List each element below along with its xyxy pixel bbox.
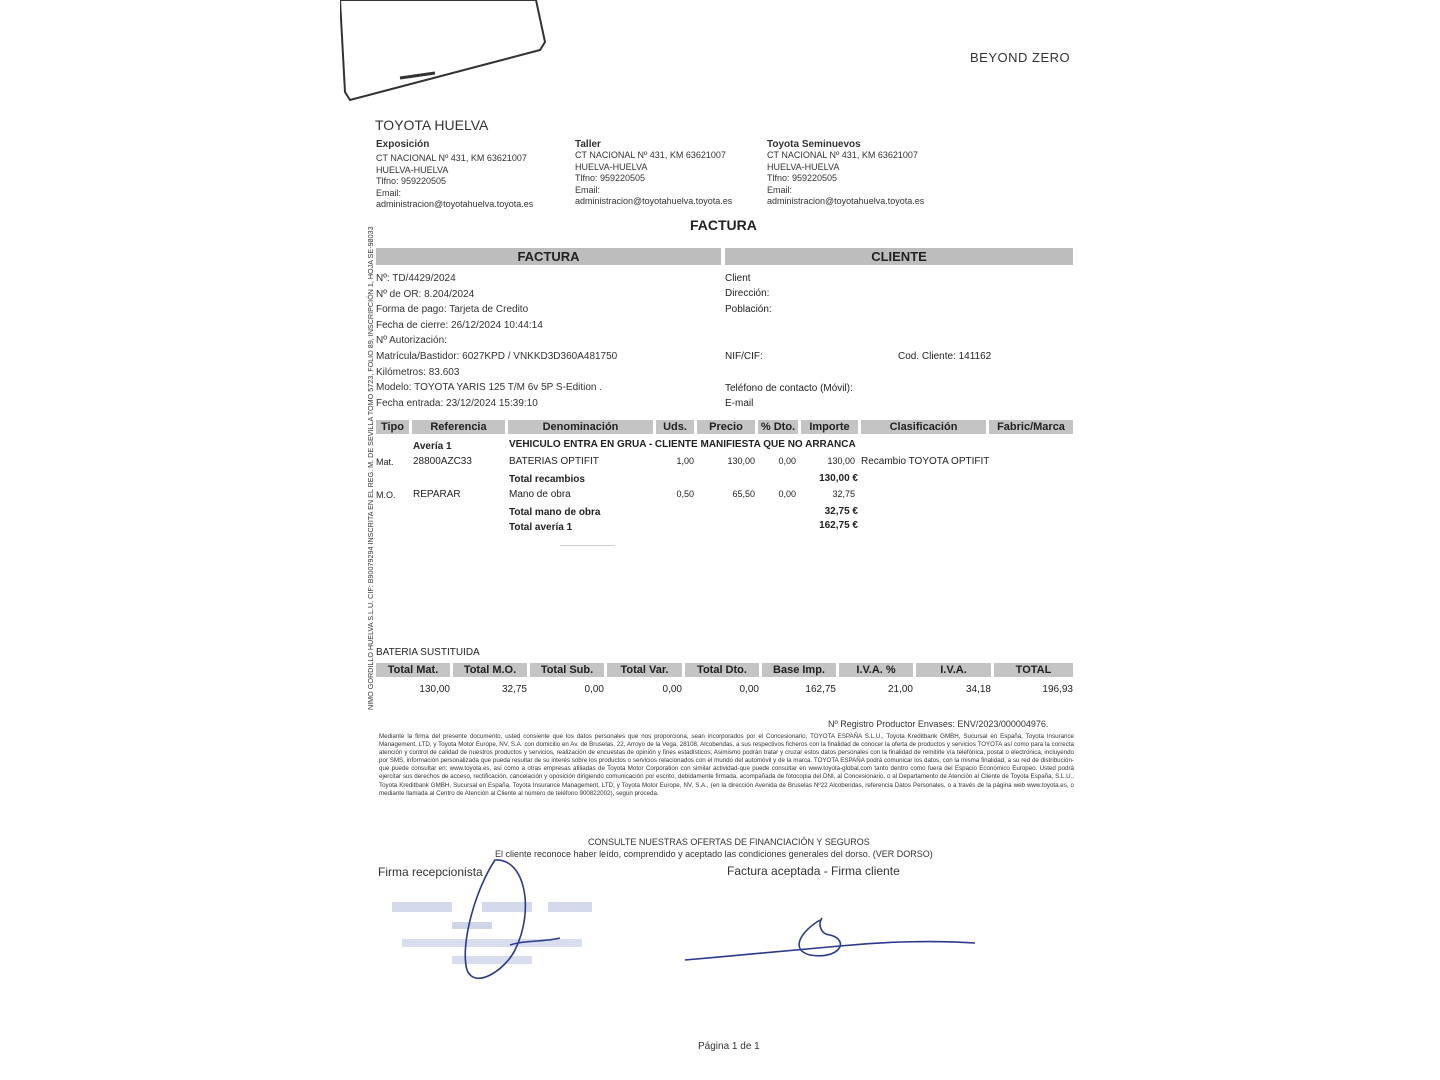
location-email-label: Email: bbox=[575, 184, 601, 195]
total-mano-obra-value: 32,75 € bbox=[824, 506, 858, 517]
client-email-label: E-mail bbox=[725, 398, 754, 409]
col-referencia: Referencia bbox=[412, 420, 505, 434]
col-uds: Uds. bbox=[656, 420, 694, 434]
location-email-label: Email: bbox=[767, 184, 793, 195]
client-signature-label: Factura aceptada - Firma cliente bbox=[727, 864, 900, 878]
client-name-label: Client bbox=[725, 273, 751, 284]
total-var-value: 0,00 bbox=[662, 684, 682, 695]
col-clasificacion: Clasificación bbox=[861, 420, 986, 434]
client-nif-label: NIF/CIF: bbox=[725, 351, 763, 362]
iva-value: 34,18 bbox=[965, 684, 991, 695]
or-number: Nº de OR: 8.204/2024 bbox=[376, 288, 475, 300]
location-phone: Tlfno: 959220505 bbox=[376, 176, 447, 186]
torn-corner bbox=[340, 0, 555, 110]
total-col-mat: Total Mat. bbox=[376, 663, 450, 677]
location-seminuevos bbox=[767, 139, 957, 208]
location-city: HUELVA-HUELVA bbox=[376, 164, 449, 175]
averia-label: Avería 1 bbox=[413, 441, 452, 452]
location-title: Taller bbox=[575, 139, 601, 150]
brand-slogan: BEYOND ZERO bbox=[970, 50, 1071, 65]
line-importe: 32,75 bbox=[832, 489, 855, 499]
close-date: Fecha de cierre: 26/12/2024 10:44:14 bbox=[376, 319, 543, 331]
location-phone: Tlfno: 959220505 bbox=[575, 173, 646, 183]
location-phone: Tlfno: 959220505 bbox=[767, 173, 838, 183]
total-recambios-value: 130,00 € bbox=[819, 473, 858, 484]
total-mo-value: 32,75 bbox=[501, 684, 527, 695]
total-averia-value: 162,75 € bbox=[819, 520, 858, 531]
location-email: administracion@toyotahuelva.toyota.es bbox=[767, 196, 925, 206]
total-col-iva: I.V.A. bbox=[916, 663, 991, 677]
location-title: Toyota Seminuevos bbox=[767, 139, 861, 150]
client-signature bbox=[680, 910, 980, 970]
total-recambios-label: Total recambios bbox=[509, 474, 585, 485]
client-phone-label: Teléfono de contacto (Móvil): bbox=[725, 383, 853, 394]
privacy-legal-text: Mediante la firma del presente documento, usted consiente que los datos personales que nos proporciona, sean incorporados por el Concesionario, TOYOTA ESPAÑA S.L.U., Toyota Kreditbank GMBH, Sucursal en España, Toyota Insurance Management, LTD, y Toyota Motor Europe, NV, S.A. con domicilio en Av. de Bruselas, 22, Arroyo de la Vega, 28108, Alcobendas, a sus respectivos ficheros con la finalidad de conocer la oferta de productos y servicios TOYOTA así como para la correcta atención y control de calidad de nuestros productos y servicios, realización de encuestas de opinión y fines estadísticos; Asimismo podrán tratar y cruzar estos datos personales con la finalidad de remitirle vía telefónica, postal o electrónica, incluyendo por SMS, información personalizada que pueda resultar de su interés sobre los productos o servicios relacionados con el mundo del automóvil y de la marca. TOYOTA ESPAÑA podrá comunicar los datos, con la misma finalidad, a su red de distribución-que puede consultar en: www.toyota.es, así como a otras empresas afiliadas de Toyota Motor Corporation con similar actividad-que puede consultar en www.toyota-global.com tanto dentro como fuera del Espacio Económico Europeo. Usted podrá ejercitar sus derechos de acceso, rectificación, cancelación y oposición dirigiendo comunicación por escrito, debidamente firmada, acompañada de fotocopia del DNI, al Concesionario, o al Departamento de Atención al Cliente de Toyota España, S.L.U., Toyota Kreditbank GMBH, Sucursal en España, Toyota Insurance Management, LTD, y Toyota Motor Europe, NV, S.A., (en la dirección Avenida de Bruselas Nº22 Alcobendas, referencia Datos Personales, o a través de la página web www.toyota.es, o mediante llamada al Centro de Atención al Cliente al número de teléfono 900822002), según proceda. bbox=[379, 733, 1074, 797]
line-dto: 0,00 bbox=[778, 456, 796, 466]
col-denominacion: Denominación bbox=[508, 420, 653, 434]
line-clasificacion: Recambio TOYOTA OPTIFIT bbox=[861, 456, 990, 467]
line-referencia: 28800AZC33 bbox=[413, 456, 472, 467]
client-address-label: Dirección: bbox=[725, 288, 770, 299]
total-col-dto: Total Dto. bbox=[685, 663, 759, 677]
invoice-fields bbox=[376, 271, 721, 411]
packaging-registry: Nº Registro Productor Envases: ENV/2023/000004976. bbox=[828, 719, 1049, 729]
dealer-name: TOYOTA HUELVA bbox=[375, 117, 489, 133]
line-denominacion: Mano de obra bbox=[509, 489, 571, 500]
total-col-total: TOTAL bbox=[994, 663, 1073, 677]
base-imponible-value: 162,75 bbox=[805, 684, 836, 695]
line-importe: 130,00 bbox=[827, 456, 855, 466]
total-col-sub: Total Sub. bbox=[530, 663, 604, 677]
line-dto: 0,00 bbox=[778, 489, 796, 499]
location-email-label: Email: bbox=[376, 187, 402, 198]
line-uds: 0,50 bbox=[676, 489, 694, 499]
line-precio: 130,00 bbox=[727, 456, 755, 466]
location-address: CT NACIONAL Nº 431, KM 63621007 bbox=[575, 150, 726, 160]
total-averia-label: Total avería 1 bbox=[509, 522, 573, 533]
entry-date: Fecha entrada: 23/12/2024 15:39:10 bbox=[376, 397, 538, 409]
location-exposicion bbox=[376, 139, 566, 211]
receptionist-signature-label: Firma recepcionista bbox=[378, 865, 483, 879]
col-precio: Precio bbox=[697, 420, 755, 434]
location-email: administracion@toyotahuelva.toyota.es bbox=[376, 199, 534, 209]
receptionist-signature bbox=[455, 850, 565, 990]
total-col-mo: Total M.O. bbox=[453, 663, 527, 677]
line-tipo: Mat. bbox=[376, 457, 394, 467]
repair-note: BATERIA SUSTITUIDA bbox=[376, 647, 480, 658]
grand-total-value: 196,93 bbox=[1042, 684, 1073, 695]
total-col-iva-pct: I.V.A. % bbox=[839, 663, 913, 677]
averia-description: VEHICULO ENTRA EN GRUA - CLIENTE MANIFIESTA QUE NO ARRANCA bbox=[509, 439, 856, 450]
invoice-section-header: FACTURA bbox=[376, 248, 721, 265]
scan-mark bbox=[560, 545, 615, 546]
location-address: CT NACIONAL Nº 431, KM 63621007 bbox=[767, 150, 918, 160]
client-code: Cod. Cliente: 141162 bbox=[898, 351, 992, 362]
plate-vin: Matrícula/Bastidor: 6027KPD / VNKKD3D360A481750 bbox=[376, 350, 618, 362]
authorization-number: Nº Autorización: bbox=[376, 335, 447, 347]
client-city-label: Población: bbox=[725, 304, 772, 315]
total-mat-value: 130,00 bbox=[419, 684, 450, 695]
col-dto: % Dto. bbox=[758, 420, 798, 434]
financing-notice: CONSULTE NUESTRAS OFERTAS DE FINANCIACIÓN Y SEGUROS bbox=[588, 837, 870, 847]
col-importe: Importe bbox=[801, 420, 858, 434]
company-registry-side-text: NIMO GORDILLO HUELVA S.L.U. CIF: B90079294 INSCRITA EN EL REG. M. DE SEVILLA TOMO 5723, FOLIO 89, INSCRIPCIÓN 1, HOJA SE-98033 bbox=[366, 226, 375, 710]
location-address: CT NACIONAL Nº 431, KM 63621007 bbox=[376, 153, 527, 163]
total-mano-obra-label: Total mano de obra bbox=[509, 507, 601, 518]
total-col-var: Total Var. bbox=[607, 663, 682, 677]
line-uds: 1,00 bbox=[676, 456, 694, 466]
vehicle-model: Modelo: TOYOTA YARIS 125 T/M 6v 5P S-Edition . bbox=[376, 382, 603, 394]
total-col-base: Base Imp. bbox=[762, 663, 836, 677]
total-sub-value: 0,00 bbox=[584, 684, 604, 695]
col-fabric: Fabric/Marca bbox=[989, 420, 1073, 434]
document-title: FACTURA bbox=[690, 217, 757, 233]
line-denominacion: BATERIAS OPTIFIT bbox=[509, 456, 599, 467]
client-section-header: CLIENTE bbox=[725, 248, 1073, 265]
acceptance-notice: El cliente reconoce haber leído, comprendido y aceptado las condiciones generales del dorso. (VER DORSO) bbox=[495, 849, 933, 859]
table-row bbox=[0, 456, 1440, 470]
payment-method: Forma de pago: Tarjeta de Credito bbox=[376, 304, 529, 316]
location-city: HUELVA-HUELVA bbox=[767, 161, 840, 172]
line-precio: 65,50 bbox=[732, 489, 755, 499]
mileage: Kilómetros: 83.603 bbox=[376, 366, 460, 378]
location-city: HUELVA-HUELVA bbox=[575, 161, 648, 172]
iva-pct-value: 21,00 bbox=[887, 684, 913, 695]
line-referencia: REPARAR bbox=[413, 489, 461, 500]
invoice-number: Nº: TD/4429/2024 bbox=[376, 273, 456, 284]
line-tipo: M.O. bbox=[376, 490, 396, 500]
total-dto-value: 0,00 bbox=[739, 684, 759, 695]
location-title: Exposición bbox=[376, 139, 430, 150]
col-tipo: Tipo bbox=[376, 420, 409, 434]
page-number: Página 1 de 1 bbox=[698, 1041, 760, 1052]
location-email: administracion@toyotahuelva.toyota.es bbox=[575, 196, 733, 206]
location-taller bbox=[575, 139, 765, 208]
table-row bbox=[0, 489, 1440, 503]
